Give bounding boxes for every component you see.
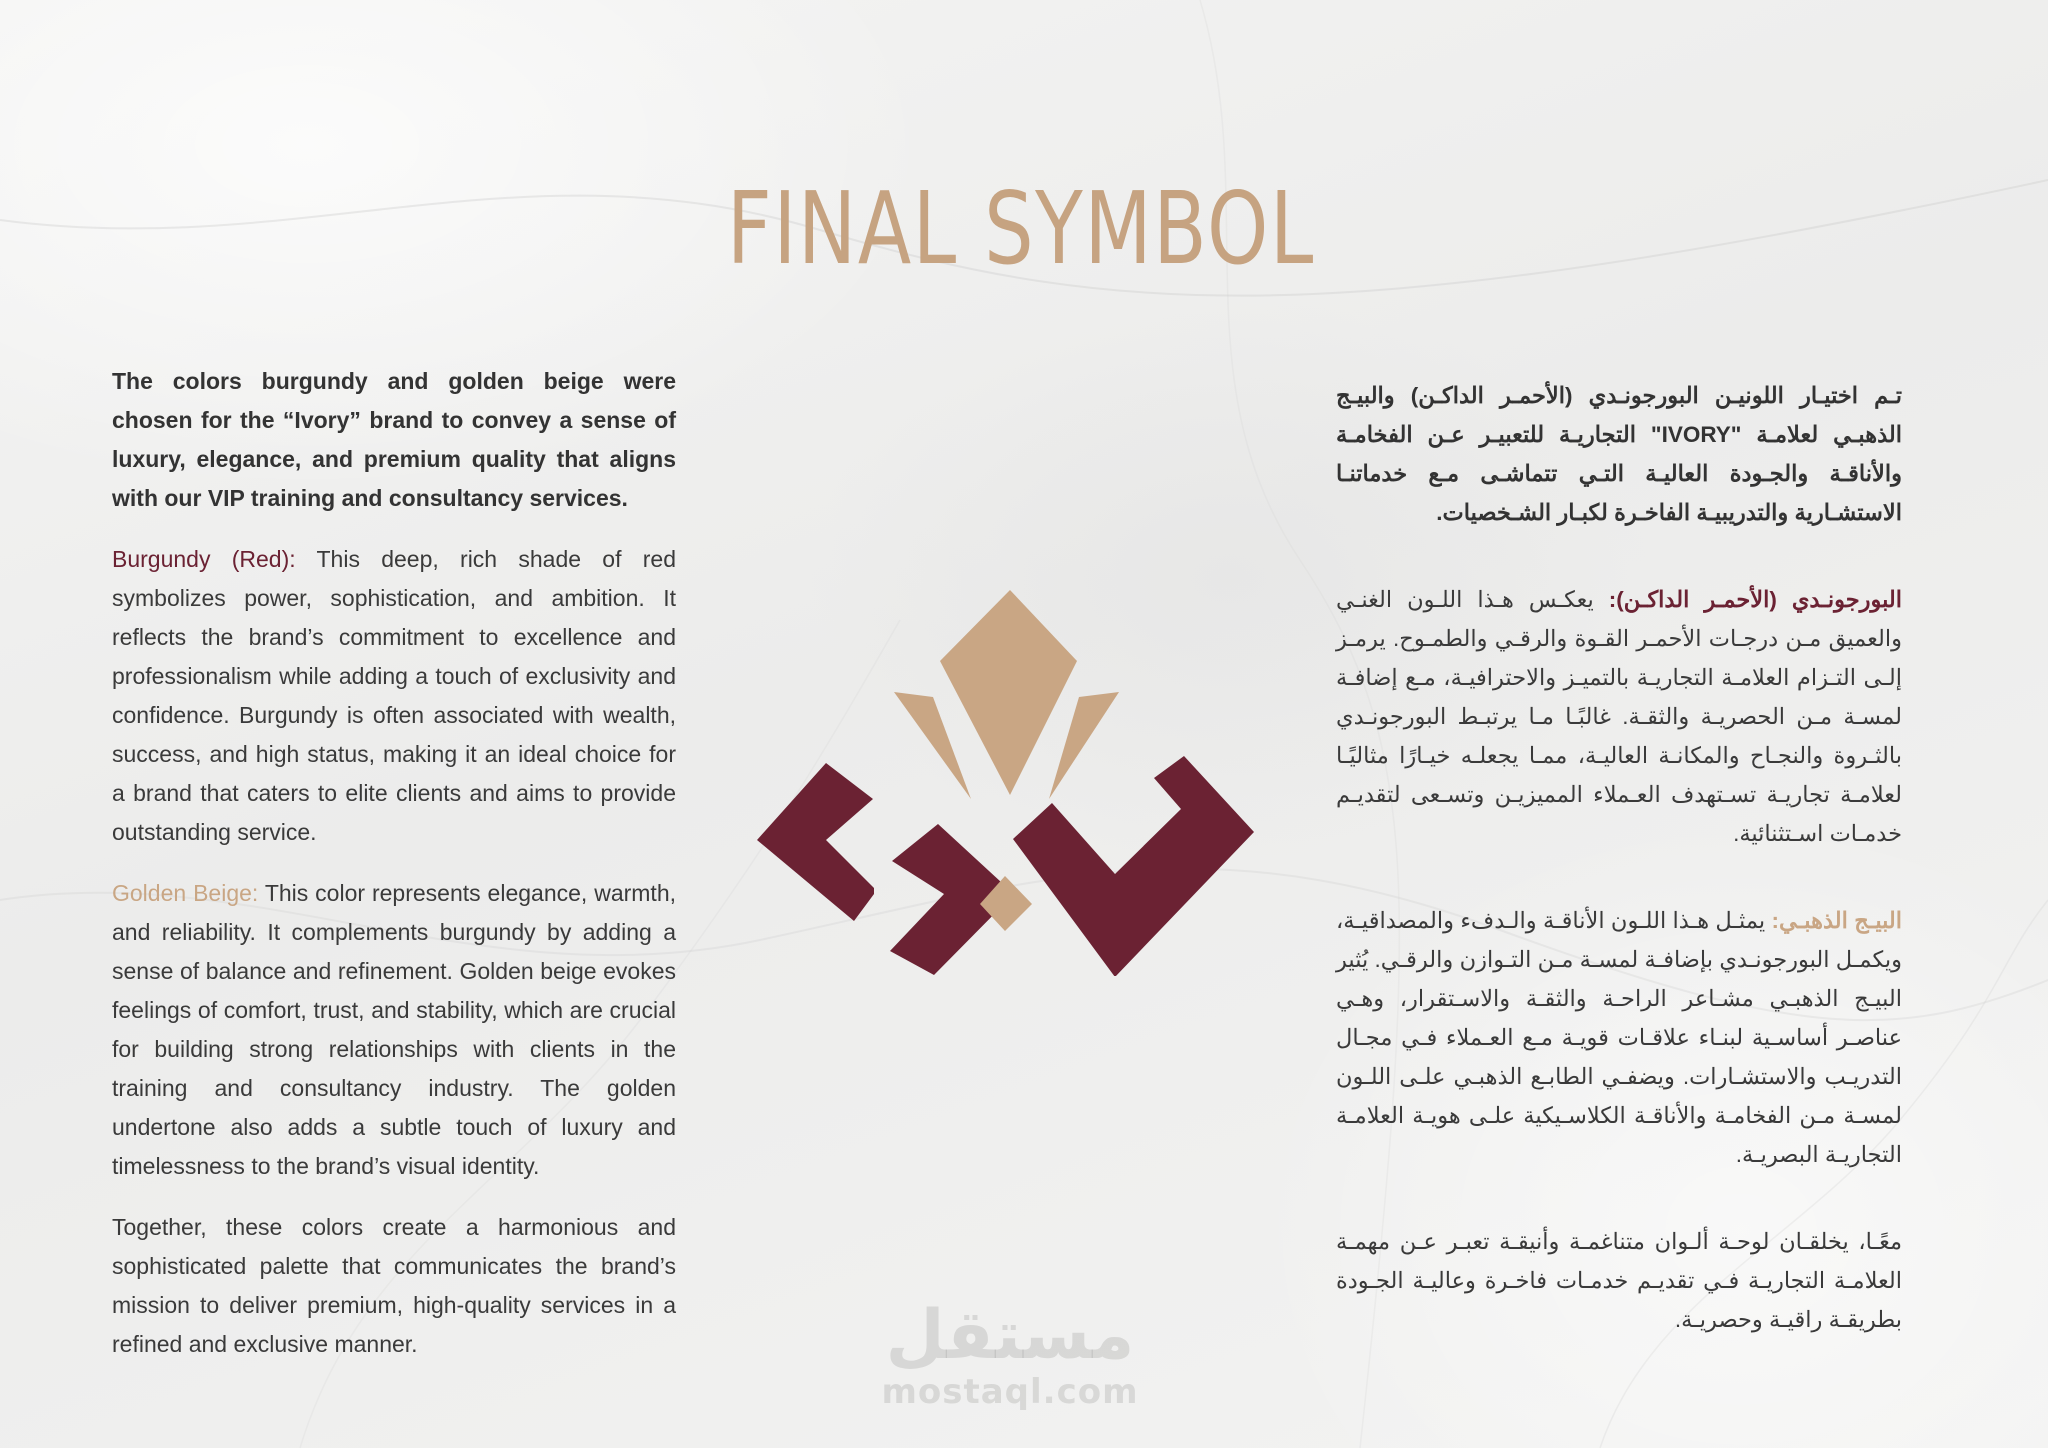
arabic-golden-beige-description: يمثـل هـذا اللـون الأناقـة والـدفء والمصداقيـة، ويكمـل البورجونـدي بإضافـة لمسـة مـن التـوازن والرقـي. يُثير البيـج الذهبـي مشـاعر الراحـة والثقـة والاسـتقرار، وهـي عناصـر أساسـية لبنـاء علاقـات قويـة مـع العـملاء فـي مجـال التدريـب والاستشـارات. ويضفـي الطابـع الذهبـي علـى اللـون لمسـة مـن الفخامـة والأناقـة الكلاسـيكية علـى هويـة العلامـة التجاريـة البصريـة.	[1336, 908, 1902, 1167]
ivory-brand-symbol	[757, 588, 1255, 976]
arabic-burgundy-label: البورجونـدي (الأحمـر الداكـن):	[1608, 587, 1903, 612]
english-description	[112, 362, 676, 1386]
burgundy-description: This deep, rich shade of red symbolizes power, sophistication, and ambition. It reflects the brand’s commitment to excellence and professionalism while adding a touch of exclusivity and confidence. Burgundy is often associated with wealth, success, and high status, making it an ideal choice for a brand that caters to elite clients and aims to provide outstanding service.	[112, 546, 676, 845]
arabic-beige-paragraph	[1336, 901, 1902, 1174]
arabic-conclusion-paragraph: معًـا، يخلقـان لوحـة ألـوان متناغمـة وأنيقـة تعبـر عـن مهمـة العلامـة التجاريـة فـي تقديـم خدمـات فاخـرة وعاليـة الجـودة بطريقـة راقيـة وحصريـة.	[1336, 1229, 1902, 1332]
watermark-arabic-text: مستقل	[885, 1296, 1135, 1375]
english-intro-paragraph: The colors burgundy and golden beige were chosen for the “Ivory” brand to convey a sense of luxury, elegance, and premium quality that aligns with our VIP training and consultancy services.	[112, 368, 676, 511]
arabic-description	[1336, 376, 1902, 1387]
english-burgundy-paragraph	[112, 540, 676, 852]
symbol-left-petal	[894, 692, 971, 799]
english-conclusion-paragraph: Together, these colors create a harmonious and sophisticated palette that communicates the brand’s mission to deliver premium, high-quality services in a refined and exclusive manner.	[112, 1214, 676, 1357]
symbol-left-bracket	[757, 763, 874, 921]
arabic-burgundy-paragraph	[1336, 580, 1902, 853]
arabic-burgundy-description: يعكـس هـذا اللـون الغنـي والعميق مـن درجـات الأحمـر القـوة والرقـي والطمـوح. يرمـز إلـى التـزام العلامـة التجاريـة بالتميـز والاحترافيـة، مـع إضافـة لمسـة مـن الحصريـة والثقـة. غالبًـا مـا يرتبـط البورجونـدي بالثـروة والنجـاح والمكانـة العاليـة، ممـا يجعلـه خيـارًا مثاليًـا لعلامـة تجاريـة تسـتهدف العـملاء المميزيـن وتسـعى لتقديـم خدمـات اسـتثنائية.	[1336, 587, 1902, 846]
english-beige-paragraph	[112, 874, 676, 1186]
golden-beige-label: Golden Beige:	[112, 880, 259, 906]
symbol-right-chevron	[1013, 756, 1254, 976]
burgundy-label: Burgundy (Red):	[112, 546, 296, 572]
arabic-intro-paragraph: تـم اختيـار اللونيـن البورجونـدي (الأحمـر الداكـن) والبيـج الذهبـي لعلامـة "IVORY" التجاريـة للتعبيـر عـن الفخامـة والأناقـة والجـودة العاليـة التـي تتماشـى مـع خدماتنـا الاستشـارية والتدريبيـة الفاخـرة لكبـار الشـخصيات.	[1336, 383, 1902, 525]
mostaql-watermark	[840, 1296, 1180, 1412]
symbol-right-petal	[1049, 692, 1119, 799]
golden-beige-description: This color represents elegance, warmth, and reliability. It complements burgundy by adding a sense of balance and refinement. Golden beige evokes feelings of comfort, trust, and stability, which are crucial for building strong relationships with clients in the training and consultancy industry. The golden undertone also adds a subtle touch of luxury and timelessness to the brand’s visual identity.	[112, 880, 677, 1179]
symbol-top-diamond	[940, 590, 1077, 795]
page-title: FINAL SYMBOL	[726, 170, 1315, 287]
arabic-golden-beige-label: البيـج الذهبـي:	[1771, 908, 1903, 933]
watermark-latin-text: mostaql.com	[881, 1372, 1139, 1412]
